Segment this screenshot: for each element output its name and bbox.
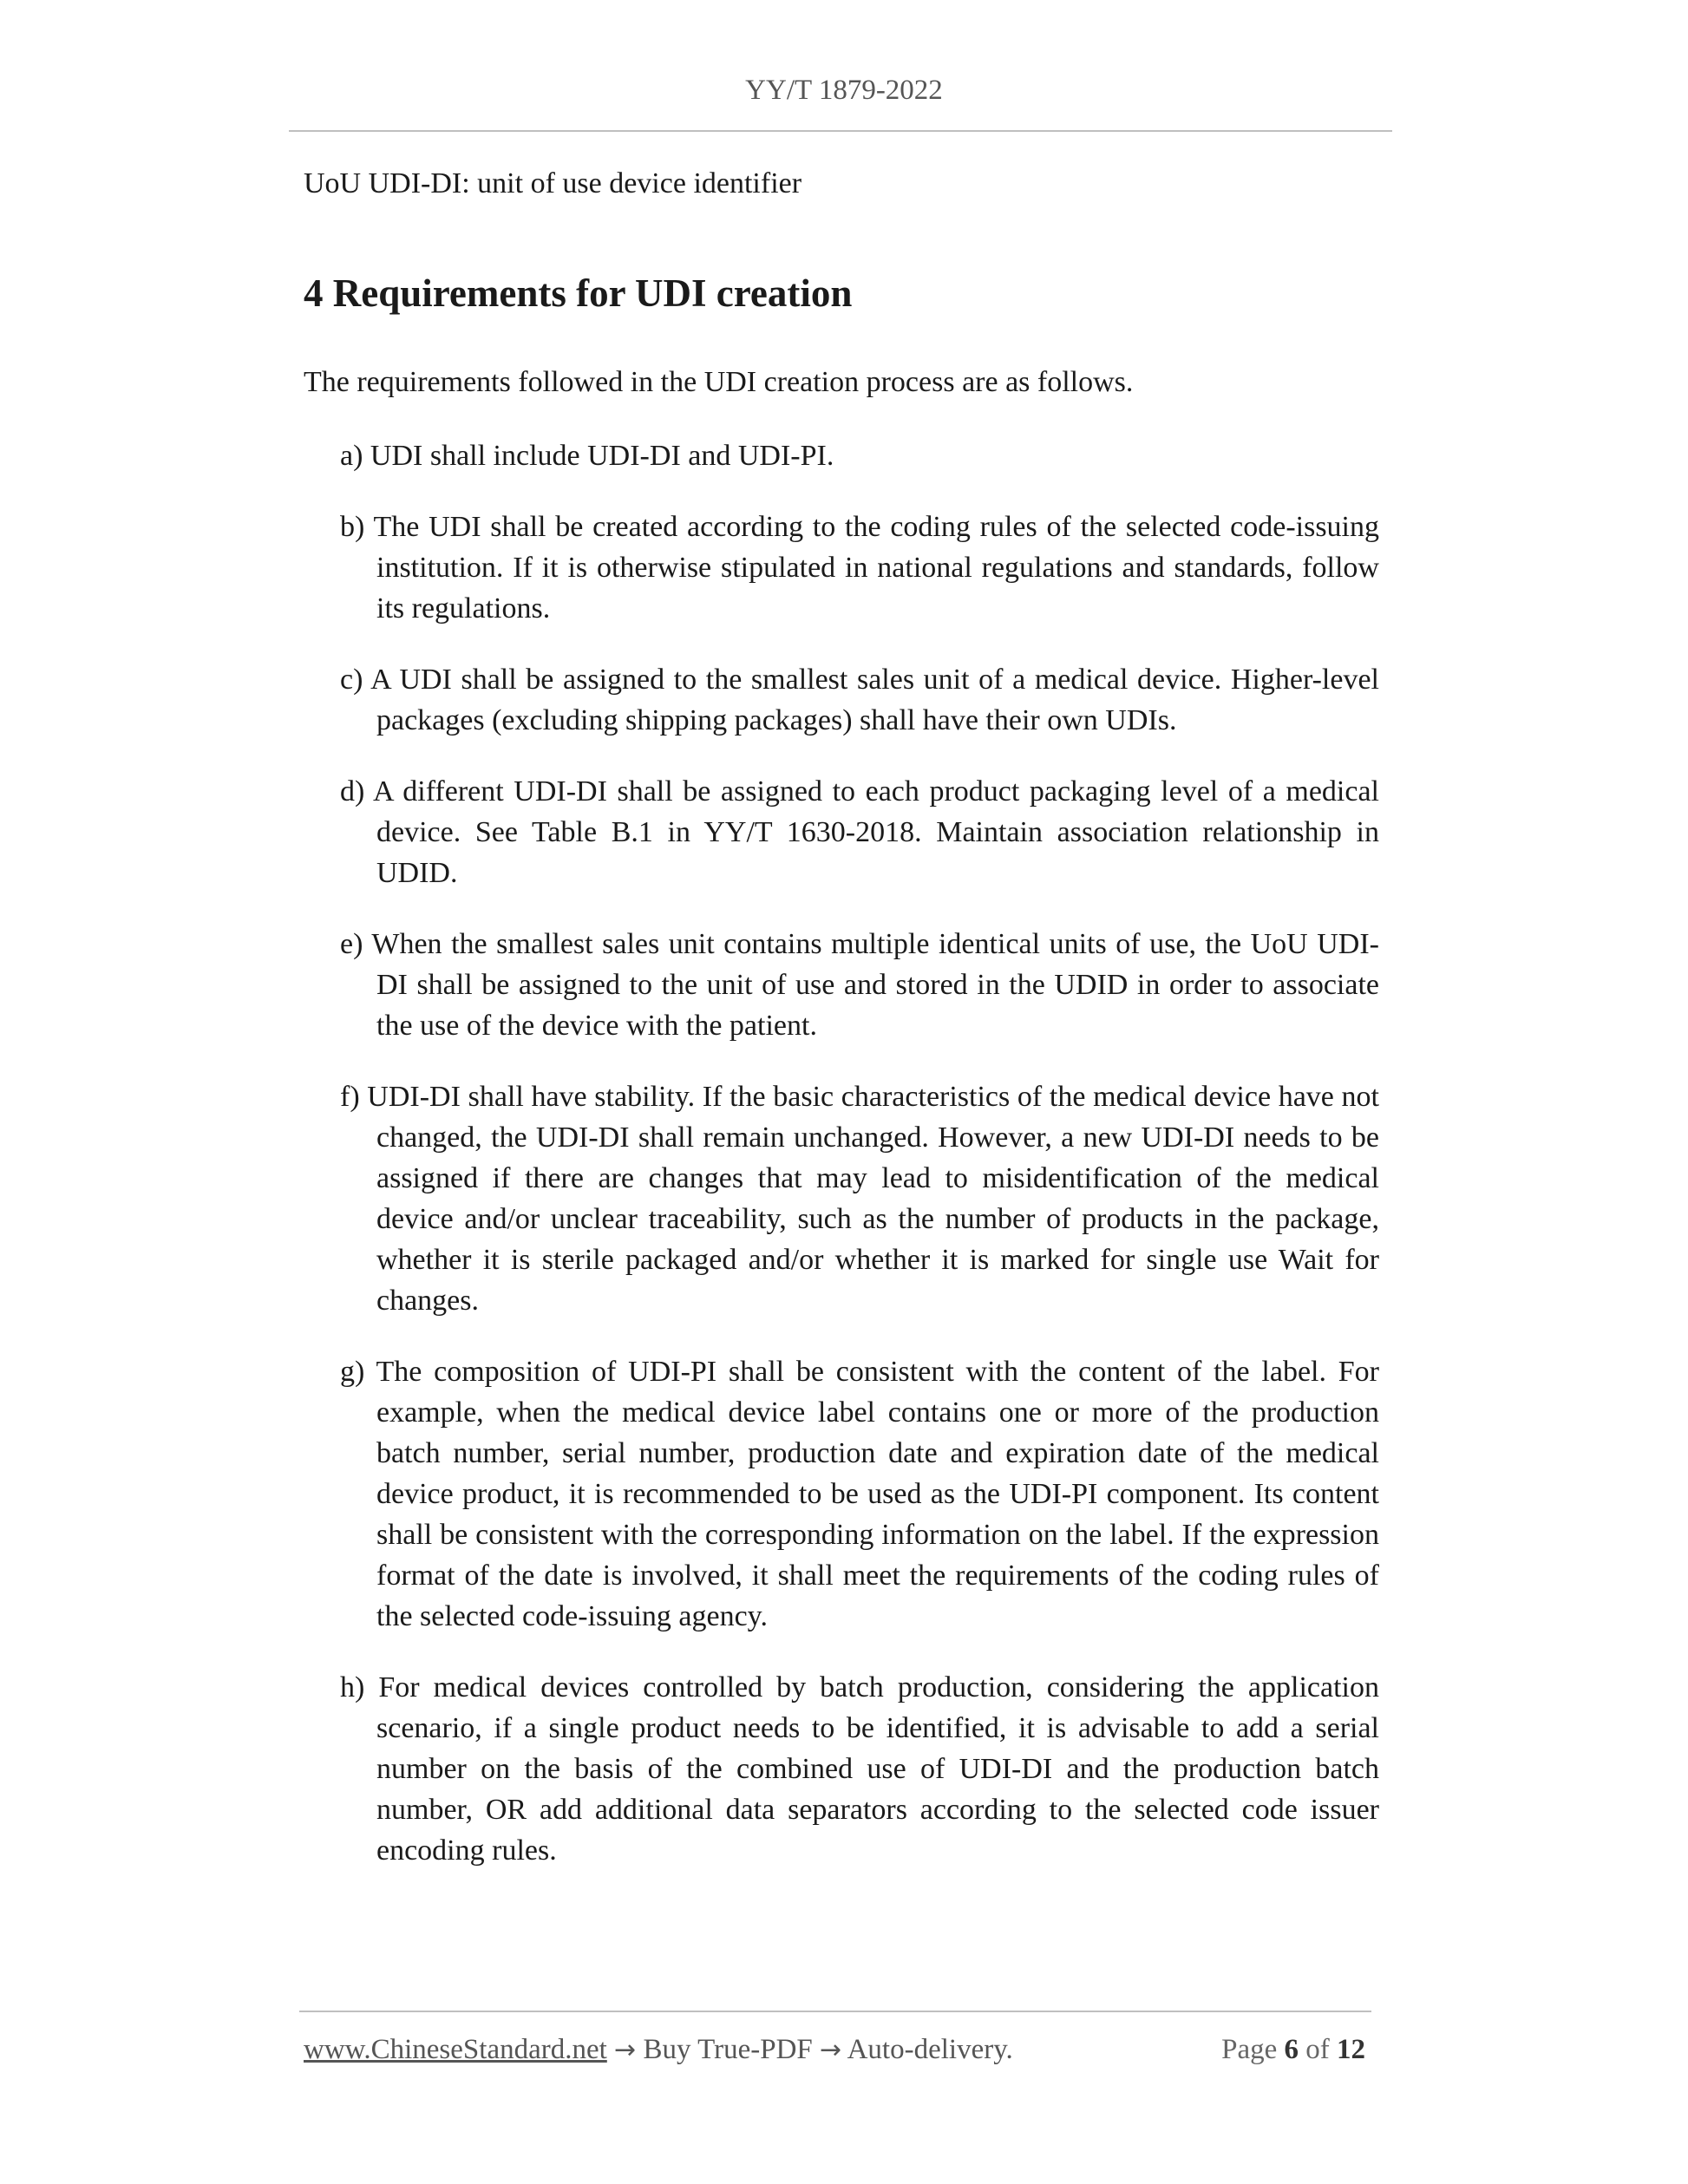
footer-divider [299,2011,1371,2012]
auto-delivery-text: Auto-delivery. [847,2034,1013,2065]
list-item-e: e) When the smallest sales unit contains multiple identical units of use, the UoU UDI-DI shall be assigned to the unit of use and stored in the UDID in order to associate the use of the device with the patient. [340,928,1379,1042]
list-item-h: h) For medical devices controlled by batch production, considering the application scenario, if a single product needs to be identified, it is advisable to add a serial number on the basis of the combined use of UDI-DI and the production batch number, OR add additional data separators according to the selected code issuer encoding rules. [340,1671,1379,1867]
list-item-c: c) A UDI shall be assigned to the smallest sales unit of a medical device. Higher-level packages (excluding shipping packages) shall have their own UDIs. [340,664,1379,736]
list-item-b: b) The UDI shall be created according to the coding rules of the selected code-issuing institution. If it is otherwise stipulated in national regulations and standards, follow its regulations. [340,511,1379,624]
header-divider [289,130,1392,132]
of-label: of [1305,2034,1330,2065]
requirements-list [340,435,1379,1901]
website-link[interactable]: www.ChineseStandard.net [304,2034,607,2065]
arrow-right-icon: → [614,2035,637,2065]
current-page-number: 6 [1284,2034,1299,2065]
intro-paragraph: The requirements followed in the UDI creation process are as follows. [304,366,1134,398]
abbreviation-line: UoU UDI-DI: unit of use device identifier [304,167,802,199]
list-item-d: d) A different UDI-DI shall be assigned to each product packaging level of a medical device. See Table B.1 in YY/T 1630-2018. Maintain association relationship in UDID. [340,775,1379,889]
list-item-g: g) The composition of UDI-PI shall be consistent with the content of the label. For example, when the medical device label contains one or more of the production batch number, serial number, production date and expiration date of the medical device product, it is recommended to be used as the UDI-PI component. Its content shall be consistent with the corresponding information on the label. If the expression format of the date is involved, it shall meet the requirements of the coding rules of the selected code-issuing agency. [340,1356,1379,1632]
arrow-right-icon: → [820,2035,842,2065]
total-pages-number: 12 [1337,2034,1365,2065]
section-heading: 4 Requirements for UDI creation [304,271,853,315]
list-item-f: f) UDI-DI shall have stability. If the basic characteristics of the medical device have not changed, the UDI-DI shall remain unchanged. However, a new UDI-DI needs to be assigned if there are changes that may lead to misidentification of the medical device and/or unclear traceability, such as the number of products in the package, whether it is sterile packaged and/or whether it is marked for single use Wait for changes. [340,1081,1379,1317]
footer-promo [304,2034,1013,2066]
document-header-title: YY/T 1879-2022 [745,75,943,106]
page-indicator [1221,2034,1365,2066]
page-label: Page [1221,2034,1278,2065]
list-item-a: a) UDI shall include UDI-DI and UDI-PI. [340,440,834,472]
buy-pdf-text: Buy True-PDF [643,2034,813,2065]
